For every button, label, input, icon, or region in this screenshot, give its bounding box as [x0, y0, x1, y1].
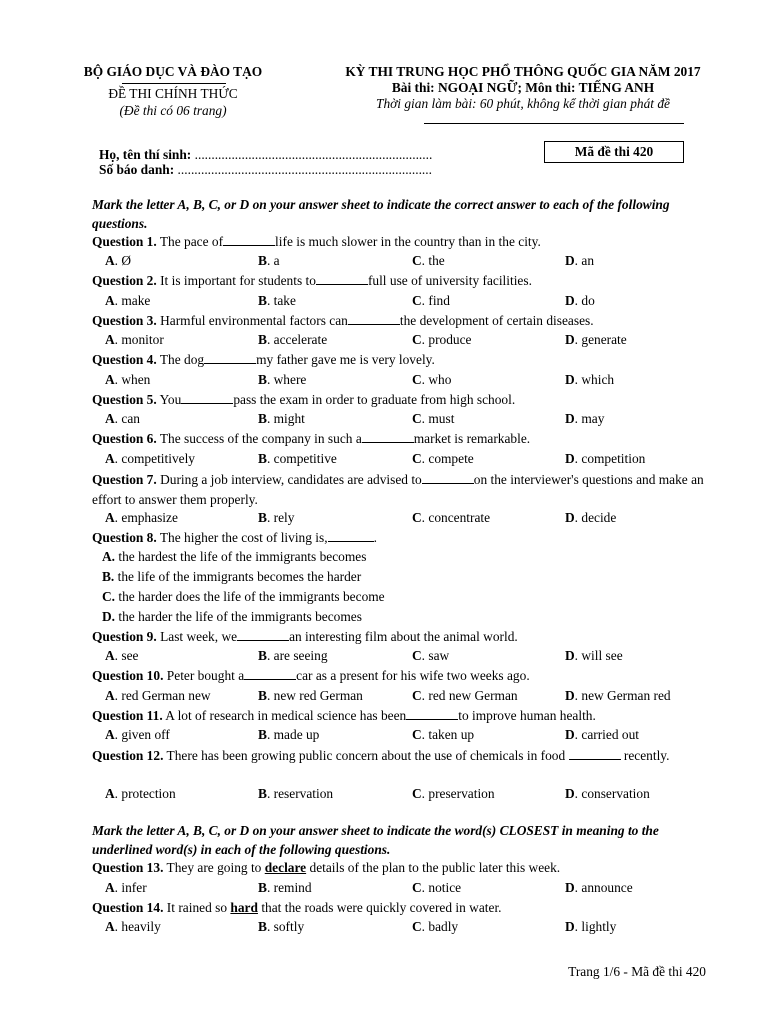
option-d[interactable]: D. competition	[565, 451, 646, 466]
question-label: Question 4.	[92, 352, 157, 367]
candidate-name-row	[99, 147, 432, 163]
question-text: They are going to	[166, 860, 262, 875]
answer-blank	[223, 234, 275, 246]
question-text: details of the plan to the public later this week.	[309, 860, 561, 875]
candidate-id-dots: ............................................................................	[177, 162, 432, 177]
question-text: It is important for students to	[160, 273, 316, 288]
answer-blank	[422, 472, 474, 484]
option-c[interactable]: C. who	[412, 372, 452, 387]
option-a[interactable]: A. when	[105, 372, 151, 387]
question-label: Question 2.	[92, 273, 157, 288]
question-label: Question 7.	[92, 472, 157, 487]
question-label: Question 3.	[92, 313, 157, 328]
option-d[interactable]: D. decide	[565, 510, 617, 525]
option-b[interactable]: B. might	[258, 411, 305, 426]
option-b[interactable]: B. competitive	[258, 451, 337, 466]
question-text: There has been growing public concern about the use of chemicals in food	[166, 748, 566, 763]
option-a[interactable]: A. see	[105, 648, 139, 663]
option-b[interactable]: B. remind	[258, 880, 312, 895]
header-rule	[424, 123, 684, 124]
option-b[interactable]: B. made up	[258, 727, 320, 742]
question-9	[92, 629, 518, 645]
option-c[interactable]: C. the	[412, 253, 445, 268]
option-b[interactable]: B. softly	[258, 919, 305, 934]
answer-blank	[316, 273, 368, 285]
header-divider	[122, 83, 226, 84]
option-c[interactable]: C. red new German	[412, 688, 518, 703]
question-text: full use of university facilities.	[367, 273, 532, 288]
question-text: an interesting film about the animal world.	[289, 629, 518, 644]
answer-blank	[244, 668, 296, 680]
option-a[interactable]: A. monitor	[105, 332, 164, 347]
answer-blank	[237, 629, 289, 641]
option-c[interactable]: C. notice	[412, 880, 462, 895]
question-text: market is remarkable.	[413, 431, 531, 446]
question-11	[92, 708, 596, 724]
answer-blank	[204, 352, 256, 364]
question-text: The dog	[159, 352, 205, 367]
question-14	[92, 900, 502, 916]
question-text: life is much slower in the country than in the city.	[275, 234, 541, 249]
option-b[interactable]: B. where	[258, 372, 307, 387]
underlined-word: hard	[230, 900, 258, 915]
exam-time: Thời gian làm bài: 60 phút, không kể thời gian phát đề	[376, 96, 670, 111]
option-c[interactable]: C. badly	[412, 919, 459, 934]
option-b[interactable]: B. the life of the immigrants becomes the harder	[102, 569, 362, 584]
question-label: Question 13.	[92, 860, 164, 875]
question-6	[92, 431, 530, 447]
question-12	[92, 746, 712, 766]
question-2	[92, 273, 532, 289]
exam-subject: Bài thi: NGOẠI NGỮ; Môn thi: TIẾNG ANH	[391, 80, 655, 95]
option-d[interactable]: D. an	[565, 253, 595, 268]
option-d[interactable]: D. will see	[565, 648, 623, 663]
option-c[interactable]: C. must	[412, 411, 455, 426]
option-d[interactable]: D. lightly	[565, 919, 617, 934]
question-text: Harmful environmental factors can	[160, 313, 348, 328]
option-c[interactable]: C. produce	[412, 332, 472, 347]
question-text: to improve human health.	[458, 708, 596, 723]
answer-blank	[362, 431, 414, 443]
option-b[interactable]: B. new red German	[258, 688, 363, 703]
question-text: Peter bought a	[166, 668, 245, 683]
exam-title: KỲ THI TRUNG HỌC PHỔ THÔNG QUỐC GIA NĂM 2017	[345, 64, 701, 79]
answer-blank	[328, 530, 374, 542]
answer-blank	[569, 748, 621, 760]
option-c[interactable]: C. find	[412, 293, 450, 308]
option-d[interactable]: D. may	[565, 411, 605, 426]
question-label: Question 11.	[92, 708, 163, 723]
question-text: on the interviewer's questions and make an effort to answer them properly.	[92, 472, 704, 507]
question-1	[92, 234, 541, 250]
question-text: my father gave me is very lovely.	[256, 352, 435, 367]
option-d[interactable]: D. conservation	[565, 786, 650, 801]
option-a[interactable]: A. Ø	[105, 253, 132, 268]
question-text: A lot of research in medical science has been	[165, 708, 407, 723]
question-label: Question 1.	[92, 234, 157, 249]
question-label: Question 9.	[92, 629, 157, 644]
option-d[interactable]: D. do	[565, 293, 595, 308]
question-10	[92, 668, 530, 684]
question-text: During a job interview, candidates are advised to	[160, 472, 422, 487]
option-d[interactable]: D. new German red	[565, 688, 671, 703]
question-text: The pace of	[159, 234, 224, 249]
option-d[interactable]: D. announce	[565, 880, 633, 895]
question-label: Question 8.	[92, 530, 157, 545]
question-text: .	[373, 530, 377, 545]
option-a[interactable]: A. can	[105, 411, 140, 426]
question-text: that the roads were quickly covered in water.	[261, 900, 502, 915]
option-b[interactable]: B. are seeing	[258, 648, 328, 663]
answer-blank	[181, 392, 233, 404]
option-d[interactable]: D. carried out	[565, 727, 639, 742]
option-a[interactable]: A. competitively	[105, 451, 196, 466]
option-a[interactable]: A. infer	[105, 880, 147, 895]
option-a[interactable]: A. make	[105, 293, 151, 308]
answer-blank	[406, 708, 458, 720]
section2-instruction: Mark the letter A, B, C, or D on your answer sheet to indicate the word(s) CLOSEST in meaning to the underlined word(s) in each of the following questions.	[92, 823, 659, 857]
question-text: You	[159, 392, 182, 407]
question-5	[92, 392, 515, 408]
answer-blank	[348, 313, 400, 325]
candidate-id-label: Số báo danh:	[99, 162, 175, 177]
question-text: recently.	[623, 748, 670, 763]
option-b[interactable]: B. take	[258, 293, 296, 308]
section1-instruction: Mark the letter A, B, C, or D on your answer sheet to indicate the correct answer to each of the following questions.	[92, 197, 670, 231]
ministry-name: BỘ GIÁO DỤC VÀ ĐÀO TẠO	[83, 64, 263, 79]
question-text: It rained so	[166, 900, 228, 915]
question-3	[92, 313, 594, 329]
candidate-name-label: Họ, tên thí sinh:	[99, 147, 192, 162]
question-label: Question 6.	[92, 431, 157, 446]
exam-code-box: Mã đề thi 420	[544, 141, 684, 163]
option-d[interactable]: D. generate	[565, 332, 627, 347]
option-c[interactable]: C. taken up	[412, 727, 475, 742]
question-text: the development of certain diseases.	[399, 313, 594, 328]
option-b[interactable]: B. a	[258, 253, 280, 268]
question-label: Question 5.	[92, 392, 157, 407]
question-label: Question 10.	[92, 668, 164, 683]
official-exam-label: ĐỀ THI CHÍNH THỨC	[108, 86, 238, 101]
question-text: The higher the cost of living is,	[159, 530, 328, 545]
question-text: car as a present for his wife two weeks ago.	[296, 668, 530, 683]
option-a[interactable]: A. red German new	[105, 688, 211, 703]
question-label: Question 12.	[92, 748, 164, 763]
question-4	[92, 352, 435, 368]
option-d[interactable]: D. the harder the life of the immigrants becomes	[102, 609, 362, 624]
option-c[interactable]: C. saw	[412, 648, 450, 663]
option-c[interactable]: C. the harder does the life of the immigrants become	[102, 589, 385, 604]
pages-note: (Đề thi có 06 trang)	[119, 103, 227, 118]
option-a[interactable]: A. protection	[105, 786, 176, 801]
option-a[interactable]: A. given off	[105, 727, 170, 742]
question-13	[92, 860, 560, 876]
question-text: pass the exam in order to graduate from high school.	[233, 392, 516, 407]
option-c[interactable]: C. compete	[412, 451, 474, 466]
candidate-name-dots: .......................................................................	[194, 147, 433, 162]
option-a[interactable]: A. emphasize	[105, 510, 178, 525]
question-text: Last week, we	[160, 629, 238, 644]
page-footer: Trang 1/6 - Mã đề thi 420	[568, 964, 706, 979]
option-c[interactable]: C. concentrate	[412, 510, 491, 525]
option-b[interactable]: B. reservation	[258, 786, 334, 801]
candidate-id-row	[99, 162, 432, 178]
option-d[interactable]: D. which	[565, 372, 615, 387]
option-b[interactable]: B. rely	[258, 510, 295, 525]
question-8	[92, 530, 377, 546]
option-a[interactable]: A. the hardest the life of the immigrants becomes	[102, 549, 367, 564]
option-b[interactable]: B. accelerate	[258, 332, 328, 347]
question-7	[92, 470, 712, 509]
option-c[interactable]: C. preservation	[412, 786, 495, 801]
question-text: The success of the company in such a	[159, 431, 362, 446]
question-label: Question 14.	[92, 900, 164, 915]
underlined-word: declare	[264, 860, 307, 875]
option-a[interactable]: A. heavily	[105, 919, 161, 934]
